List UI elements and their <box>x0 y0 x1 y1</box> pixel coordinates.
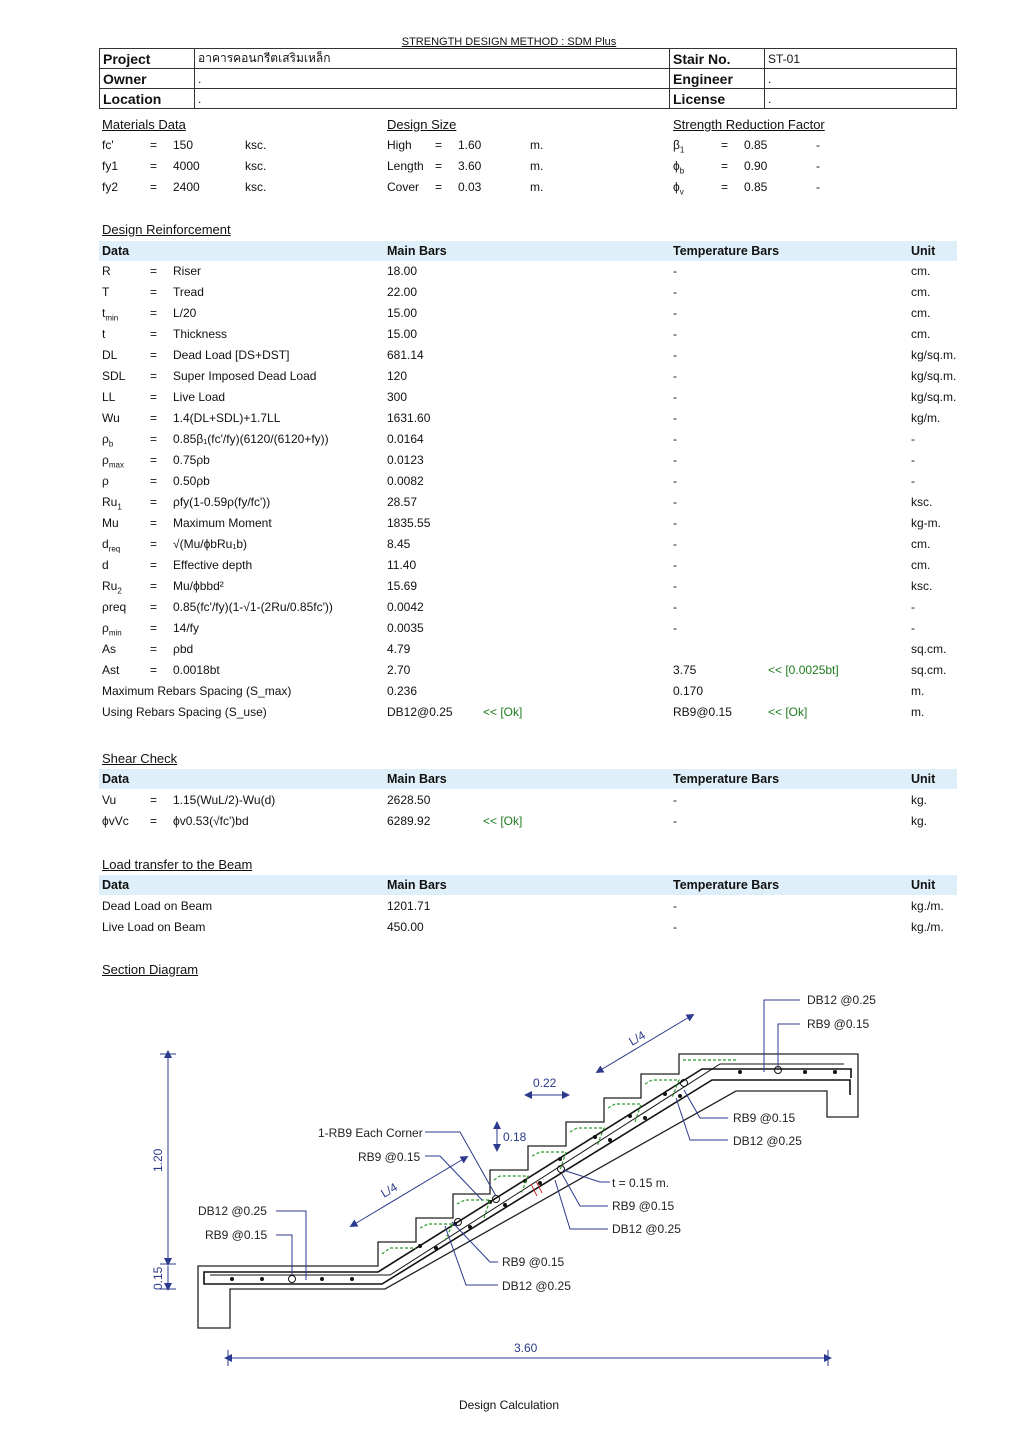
load-row <box>0 920 1018 941</box>
reinforcement-temp: - <box>673 495 677 509</box>
srf-eq: = <box>721 180 729 194</box>
reinforcement-main: 28.57 <box>387 495 418 509</box>
shear-temp: - <box>673 814 677 828</box>
reinforcement-description: √(Mu/ϕbRu₁b) <box>173 537 248 551</box>
reinforcement-row <box>0 495 1018 516</box>
design-size-sym: Cover <box>387 180 420 194</box>
reinforcement-description: 14/fy <box>173 621 200 635</box>
document-title: STRENGTH DESIGN METHOD : SDM Plus <box>401 36 617 48</box>
reinforcement-temp: - <box>673 369 677 383</box>
reinforcement-description: Thickness <box>173 327 228 341</box>
location-value: . <box>195 89 670 109</box>
shear-unit: kg. <box>911 793 928 807</box>
shear-symbol: Vu <box>102 793 117 807</box>
col-temp: Temperature Bars <box>673 878 780 892</box>
reinforcement-unit: ksc. <box>911 579 933 593</box>
materials-title: Materials Data <box>102 117 186 132</box>
stair-label: Stair No. <box>670 49 765 69</box>
reinforcement-temp: - <box>673 285 677 299</box>
owner-value: . <box>195 69 670 89</box>
design-size-eq: = <box>435 138 443 152</box>
reinforcement-temp: - <box>673 579 677 593</box>
reinforcement-main: 681.14 <box>387 348 424 362</box>
reinforcement-unit: kg-m. <box>911 516 941 530</box>
reinforcement-row <box>0 264 1018 285</box>
srf-eq: = <box>721 138 729 152</box>
design-size-sym: Length <box>387 159 424 173</box>
reinforcement-unit: cm. <box>911 327 931 341</box>
reinforcement-title: Design Reinforcement <box>102 222 231 237</box>
reinforcement-main: 18.00 <box>387 264 418 278</box>
section-title: Section Diagram <box>102 962 199 977</box>
material-eq: = <box>150 159 158 173</box>
shear-main-note: << [Ok] <box>483 814 523 828</box>
reinforcement-main: 0.0164 <box>387 432 424 446</box>
reinforcement-temp: 3.75 <box>673 663 697 677</box>
dim-bottom: 0.15 <box>151 1266 165 1290</box>
col-data: Data <box>102 244 130 258</box>
shear-eq: = <box>150 793 158 807</box>
reinforcement-symbol: $\rho_b$ <box>102 432 114 449</box>
material-value: 2400 <box>173 180 200 194</box>
reinforcement-description: Dead Load [DS+DST] <box>173 348 290 362</box>
load-row <box>0 899 1018 920</box>
reinforcement-row <box>0 516 1018 537</box>
reinforcement-row <box>0 600 1018 621</box>
dim-tread: 0.22 <box>533 1076 557 1090</box>
reinforcement-main: 2.70 <box>387 663 411 677</box>
reinforcement-eq: = <box>150 327 158 341</box>
shear-row <box>0 814 1018 835</box>
reinforcement-temp-note: << [Ok] <box>768 705 808 719</box>
material-eq: = <box>150 180 158 194</box>
col-main: Main Bars <box>387 772 447 786</box>
reinforcement-main: 1835.55 <box>387 516 431 530</box>
col-main: Main Bars <box>387 878 447 892</box>
srf-value: 0.90 <box>744 159 768 173</box>
reinforcement-description: Super Imposed Dead Load <box>173 369 317 383</box>
reinforcement-main: 22.00 <box>387 285 418 299</box>
label-rb9-mid: RB9 @0.15 <box>612 1199 675 1213</box>
reinforcement-description: Effective depth <box>173 558 253 572</box>
reinforcement-symbol: d <box>102 558 109 572</box>
col-data: Data <box>102 878 130 892</box>
reinforcement-eq: = <box>150 579 158 593</box>
reinforcement-temp: - <box>673 453 677 467</box>
reinforcement-eq: = <box>150 558 158 572</box>
dim-height: 1.20 <box>151 1148 165 1172</box>
reinforcement-temp: - <box>673 600 677 614</box>
reinforcement-temp: RB9@0.15 <box>673 705 732 719</box>
reinforcement-row <box>0 432 1018 453</box>
col-unit: Unit <box>911 878 936 892</box>
shear-eq: = <box>150 814 158 828</box>
material-unit: ksc. <box>245 180 267 194</box>
reinforcement-description: Mu/ϕbbd² <box>173 579 224 593</box>
load-label: Dead Load on Beam <box>102 899 213 913</box>
reinforcement-header-band <box>99 241 957 261</box>
reinforcement-main: 0.0123 <box>387 453 424 467</box>
label-db12-left: DB12 @0.25 <box>198 1204 267 1218</box>
design-size-unit: m. <box>530 180 544 194</box>
srf-eq: = <box>721 159 729 173</box>
reinforcement-unit: kg/sq.m. <box>911 369 957 383</box>
reinforcement-unit: cm. <box>911 537 931 551</box>
project-info-table <box>99 48 957 109</box>
project-label: Project <box>100 49 195 69</box>
reinforcement-unit: - <box>911 600 915 614</box>
reinforcement-eq: = <box>150 390 158 404</box>
project-value: อาคารคอนกรีตเสริมเหล็ก <box>195 49 670 69</box>
srf-sym: $\beta_1$ <box>673 138 685 155</box>
reinforcement-main: 15.69 <box>387 579 418 593</box>
label-db12-right: DB12 @0.25 <box>733 1134 802 1148</box>
reinforcement-row <box>0 642 1018 663</box>
col-unit: Unit <box>911 244 936 258</box>
shear-unit: kg. <box>911 814 928 828</box>
reinforcement-row <box>0 705 1018 726</box>
reinforcement-unit: cm. <box>911 558 931 572</box>
reinforcement-label: Maximum Rebars Spacing (S_max) <box>102 684 292 698</box>
srf-unit: - <box>816 180 820 194</box>
design-size-value: 1.60 <box>458 138 482 152</box>
dim-length: 3.60 <box>514 1341 538 1355</box>
reinforcement-description: 0.85(fc'/fy)(1-√1-(2Ru/0.85fc')) <box>173 600 333 614</box>
reinforcement-main: 0.0082 <box>387 474 424 488</box>
reinforcement-main: 1631.60 <box>387 411 431 425</box>
reinforcement-unit: cm. <box>911 264 931 278</box>
reinforcement-description: 0.50ρb <box>173 474 210 488</box>
reinforcement-temp: - <box>673 432 677 446</box>
reinforcement-row <box>0 285 1018 306</box>
reinforcement-main: 120 <box>387 369 408 383</box>
reinforcement-symbol: ρreq <box>102 600 127 614</box>
reinforcement-row <box>0 306 1018 327</box>
reinforcement-unit: - <box>911 474 915 488</box>
design-size-sym: High <box>387 138 412 152</box>
material-unit: ksc. <box>245 138 267 152</box>
reinforcement-description: 0.85β₁(fc'/fy)(6120/(6120+fy)) <box>173 432 329 446</box>
design-size-title: Design Size <box>387 117 457 132</box>
reinforcement-symbol: R <box>102 264 111 278</box>
design-size-unit: m. <box>530 159 544 173</box>
shear-description: 1.15(WuL/2)-Wu(d) <box>173 793 276 807</box>
engineer-label: Engineer <box>670 69 765 89</box>
reinforcement-main: 0.0035 <box>387 621 424 635</box>
srf-unit: - <box>816 138 820 152</box>
reinforcement-main: 0.0042 <box>387 600 424 614</box>
shear-title: Shear Check <box>102 751 178 766</box>
reinforcement-symbol: $\rho_{max}$ <box>102 453 124 470</box>
reinforcement-eq: = <box>150 663 158 677</box>
srf-title: Strength Reduction Factor <box>673 117 825 132</box>
reinforcement-temp: - <box>673 621 677 635</box>
srf-value: 0.85 <box>744 138 768 152</box>
reinforcement-description: ρfy(1-0.59ρ(fy/fc')) <box>173 495 271 509</box>
shear-header-band <box>99 769 957 789</box>
reinforcement-temp: 0.170 <box>673 684 704 698</box>
design-size-value: 0.03 <box>458 180 482 194</box>
reinforcement-symbol: As <box>102 642 117 656</box>
reinforcement-row <box>0 558 1018 579</box>
reinforcement-unit: m. <box>911 705 925 719</box>
load-unit: kg./m. <box>911 899 944 913</box>
col-unit: Unit <box>911 772 936 786</box>
dim-l4-upper: L/4 <box>626 1027 648 1049</box>
label-rb9-right: RB9 @0.15 <box>733 1111 796 1125</box>
reinforcement-unit: sq.cm. <box>911 663 947 677</box>
dim-riser: 0.18 <box>503 1130 527 1144</box>
load-transfer-title: Load transfer to the Beam <box>102 857 253 872</box>
reinforcement-temp-note: << [0.0025bt] <box>768 663 839 677</box>
reinforcement-row <box>0 621 1018 642</box>
label-db12-low: DB12 @0.25 <box>502 1279 571 1293</box>
reinforcement-unit: - <box>911 432 915 446</box>
label-db12-top: DB12 @0.25 <box>807 993 876 1007</box>
reinforcement-unit: cm. <box>911 306 931 320</box>
reinforcement-row <box>0 537 1018 558</box>
material-value: 4000 <box>173 159 200 173</box>
reinforcement-unit: m. <box>911 684 925 698</box>
reinforcement-symbol: Mu <box>102 516 119 530</box>
reinforcement-eq: = <box>150 453 158 467</box>
reinforcement-unit: sq.cm. <box>911 642 947 656</box>
srf-sym: $\phi_b$ <box>673 159 685 176</box>
col-data: Data <box>102 772 130 786</box>
reinforcement-main: DB12@0.25 <box>387 705 453 719</box>
reinforcement-description: Maximum Moment <box>173 516 272 530</box>
stair-section-diagram <box>0 980 1018 1380</box>
reinforcement-symbol: T <box>102 285 110 299</box>
reinforcement-description: 0.75ρb <box>173 453 210 467</box>
reinforcement-row <box>0 348 1018 369</box>
reinforcement-temp: - <box>673 390 677 404</box>
load-temp: - <box>673 899 677 913</box>
license-value: . <box>765 89 957 109</box>
reinforcement-main: 300 <box>387 390 408 404</box>
reinforcement-unit: kg/m. <box>911 411 941 425</box>
reinforcement-eq: = <box>150 642 158 656</box>
label-rb9-low: RB9 @0.15 <box>502 1255 565 1269</box>
reinforcement-symbol: $\rho_{min}$ <box>102 621 122 638</box>
reinforcement-main: 15.00 <box>387 327 418 341</box>
reinforcement-symbol: Wu <box>102 411 120 425</box>
material-sym: fy2 <box>102 180 119 194</box>
reinforcement-row <box>0 327 1018 348</box>
reinforcement-temp: - <box>673 516 677 530</box>
reinforcement-main: 4.79 <box>387 642 411 656</box>
reinforcement-temp: - <box>673 348 677 362</box>
reinforcement-description: L/20 <box>173 306 197 320</box>
reinforcement-eq: = <box>150 285 158 299</box>
srf-value: 0.85 <box>744 180 768 194</box>
reinforcement-temp: - <box>673 474 677 488</box>
reinforcement-row <box>0 684 1018 705</box>
col-temp: Temperature Bars <box>673 244 780 258</box>
label-corner: 1-RB9 Each Corner <box>318 1126 423 1140</box>
reinforcement-eq: = <box>150 348 158 362</box>
reinforcement-main: 0.236 <box>387 684 418 698</box>
label-rb9-corner: RB9 @0.15 <box>358 1150 421 1164</box>
reinforcement-row <box>0 663 1018 684</box>
license-label: License <box>670 89 765 109</box>
shear-symbol: ϕvVc <box>102 814 129 828</box>
reinforcement-unit: ksc. <box>911 495 933 509</box>
reinforcement-row <box>0 579 1018 600</box>
srf-unit: - <box>816 159 820 173</box>
shear-main: 2628.50 <box>387 793 431 807</box>
shear-main: 6289.92 <box>387 814 431 828</box>
load-header-band <box>99 875 957 895</box>
reinforcement-temp: - <box>673 411 677 425</box>
reinforcement-row <box>0 369 1018 390</box>
reinforcement-symbol: $d_{req}$ <box>102 537 121 554</box>
reinforcement-symbol: ρ <box>102 474 109 488</box>
design-size-eq: = <box>435 159 443 173</box>
material-value: 150 <box>173 138 194 152</box>
reinforcement-description: 0.0018bt <box>173 663 220 677</box>
reinforcement-description: Riser <box>173 264 202 278</box>
reinforcement-unit: kg/sq.m. <box>911 348 957 362</box>
load-label: Live Load on Beam <box>102 920 206 934</box>
label-rb9-top: RB9 @0.15 <box>807 1017 870 1031</box>
main-rebar <box>204 1064 851 1284</box>
load-temp: - <box>673 920 677 934</box>
reinforcement-symbol: $Ru_2$ <box>102 579 122 596</box>
reinforcement-unit: - <box>911 621 915 635</box>
material-sym: fy1 <box>102 159 119 173</box>
reinforcement-temp: - <box>673 327 677 341</box>
owner-label: Owner <box>100 69 195 89</box>
reinforcement-symbol: SDL <box>102 369 126 383</box>
load-main: 450.00 <box>387 920 424 934</box>
reinforcement-symbol: t <box>102 327 106 341</box>
reinforcement-description: ρbd <box>173 642 194 656</box>
reinforcement-symbol: $t_{min}$ <box>102 306 119 323</box>
material-eq: = <box>150 138 158 152</box>
reinforcement-eq: = <box>150 369 158 383</box>
reinforcement-row <box>0 390 1018 411</box>
reinforcement-row <box>0 411 1018 432</box>
reinforcement-eq: = <box>150 621 158 635</box>
corner-bars <box>382 1060 736 1254</box>
material-sym: fc' <box>102 138 114 152</box>
reinforcement-temp: - <box>673 264 677 278</box>
reinforcement-main: 11.40 <box>387 558 417 572</box>
reinforcement-description: 1.4(DL+SDL)+1.7LL <box>173 411 281 425</box>
stair-value: ST-01 <box>765 49 957 69</box>
reinforcement-row <box>0 453 1018 474</box>
load-main: 1201.71 <box>387 899 431 913</box>
reinforcement-eq: = <box>150 516 158 530</box>
label-thickness: t = 0.15 m. <box>612 1176 670 1190</box>
reinforcement-temp: - <box>673 306 677 320</box>
location-label: Location <box>100 89 195 109</box>
reinforcement-symbol: DL <box>102 348 118 362</box>
reinforcement-eq: = <box>150 600 158 614</box>
footer-text: Design Calculation <box>458 1398 560 1412</box>
reinforcement-unit: kg/sq.m. <box>911 390 957 404</box>
col-temp: Temperature Bars <box>673 772 780 786</box>
reinforcement-row <box>0 474 1018 495</box>
reinforcement-unit: - <box>911 453 915 467</box>
reinforcement-description: Tread <box>173 285 204 299</box>
reinforcement-eq: = <box>150 432 158 446</box>
label-db12-mid: DB12 @0.25 <box>612 1222 681 1236</box>
reinforcement-eq: = <box>150 306 158 320</box>
reinforcement-eq: = <box>150 411 158 425</box>
reinforcement-temp: - <box>673 558 677 572</box>
material-unit: ksc. <box>245 159 267 173</box>
reinforcement-eq: = <box>150 264 158 278</box>
shear-description: ϕv0.53(√fc')bd <box>173 814 249 828</box>
reinforcement-symbol: LL <box>102 390 116 404</box>
reinforcement-unit: cm. <box>911 285 931 299</box>
srf-sym: $\phi_v$ <box>673 180 684 197</box>
label-rb9-left: RB9 @0.15 <box>205 1228 268 1242</box>
design-size-eq: = <box>435 180 443 194</box>
reinforcement-main: 8.45 <box>387 537 411 551</box>
design-size-value: 3.60 <box>458 159 482 173</box>
reinforcement-eq: = <box>150 474 158 488</box>
reinforcement-label: Using Rebars Spacing (S_use) <box>102 705 267 719</box>
shear-temp: - <box>673 793 677 807</box>
reinforcement-main: 15.00 <box>387 306 418 320</box>
reinforcement-description: Live Load <box>173 390 226 404</box>
reinforcement-symbol: $Ru_1$ <box>102 495 122 512</box>
shear-row <box>0 793 1018 814</box>
col-main: Main Bars <box>387 244 447 258</box>
reinforcement-main-note: << [Ok] <box>483 705 523 719</box>
design-size-unit: m. <box>530 138 544 152</box>
engineer-value: . <box>765 69 957 89</box>
dim-l4-lower: L/4 <box>378 1179 400 1201</box>
reinforcement-eq: = <box>150 495 158 509</box>
load-unit: kg./m. <box>911 920 944 934</box>
reinforcement-symbol: Ast <box>102 663 120 677</box>
reinforcement-eq: = <box>150 537 158 551</box>
reinforcement-temp: - <box>673 537 677 551</box>
